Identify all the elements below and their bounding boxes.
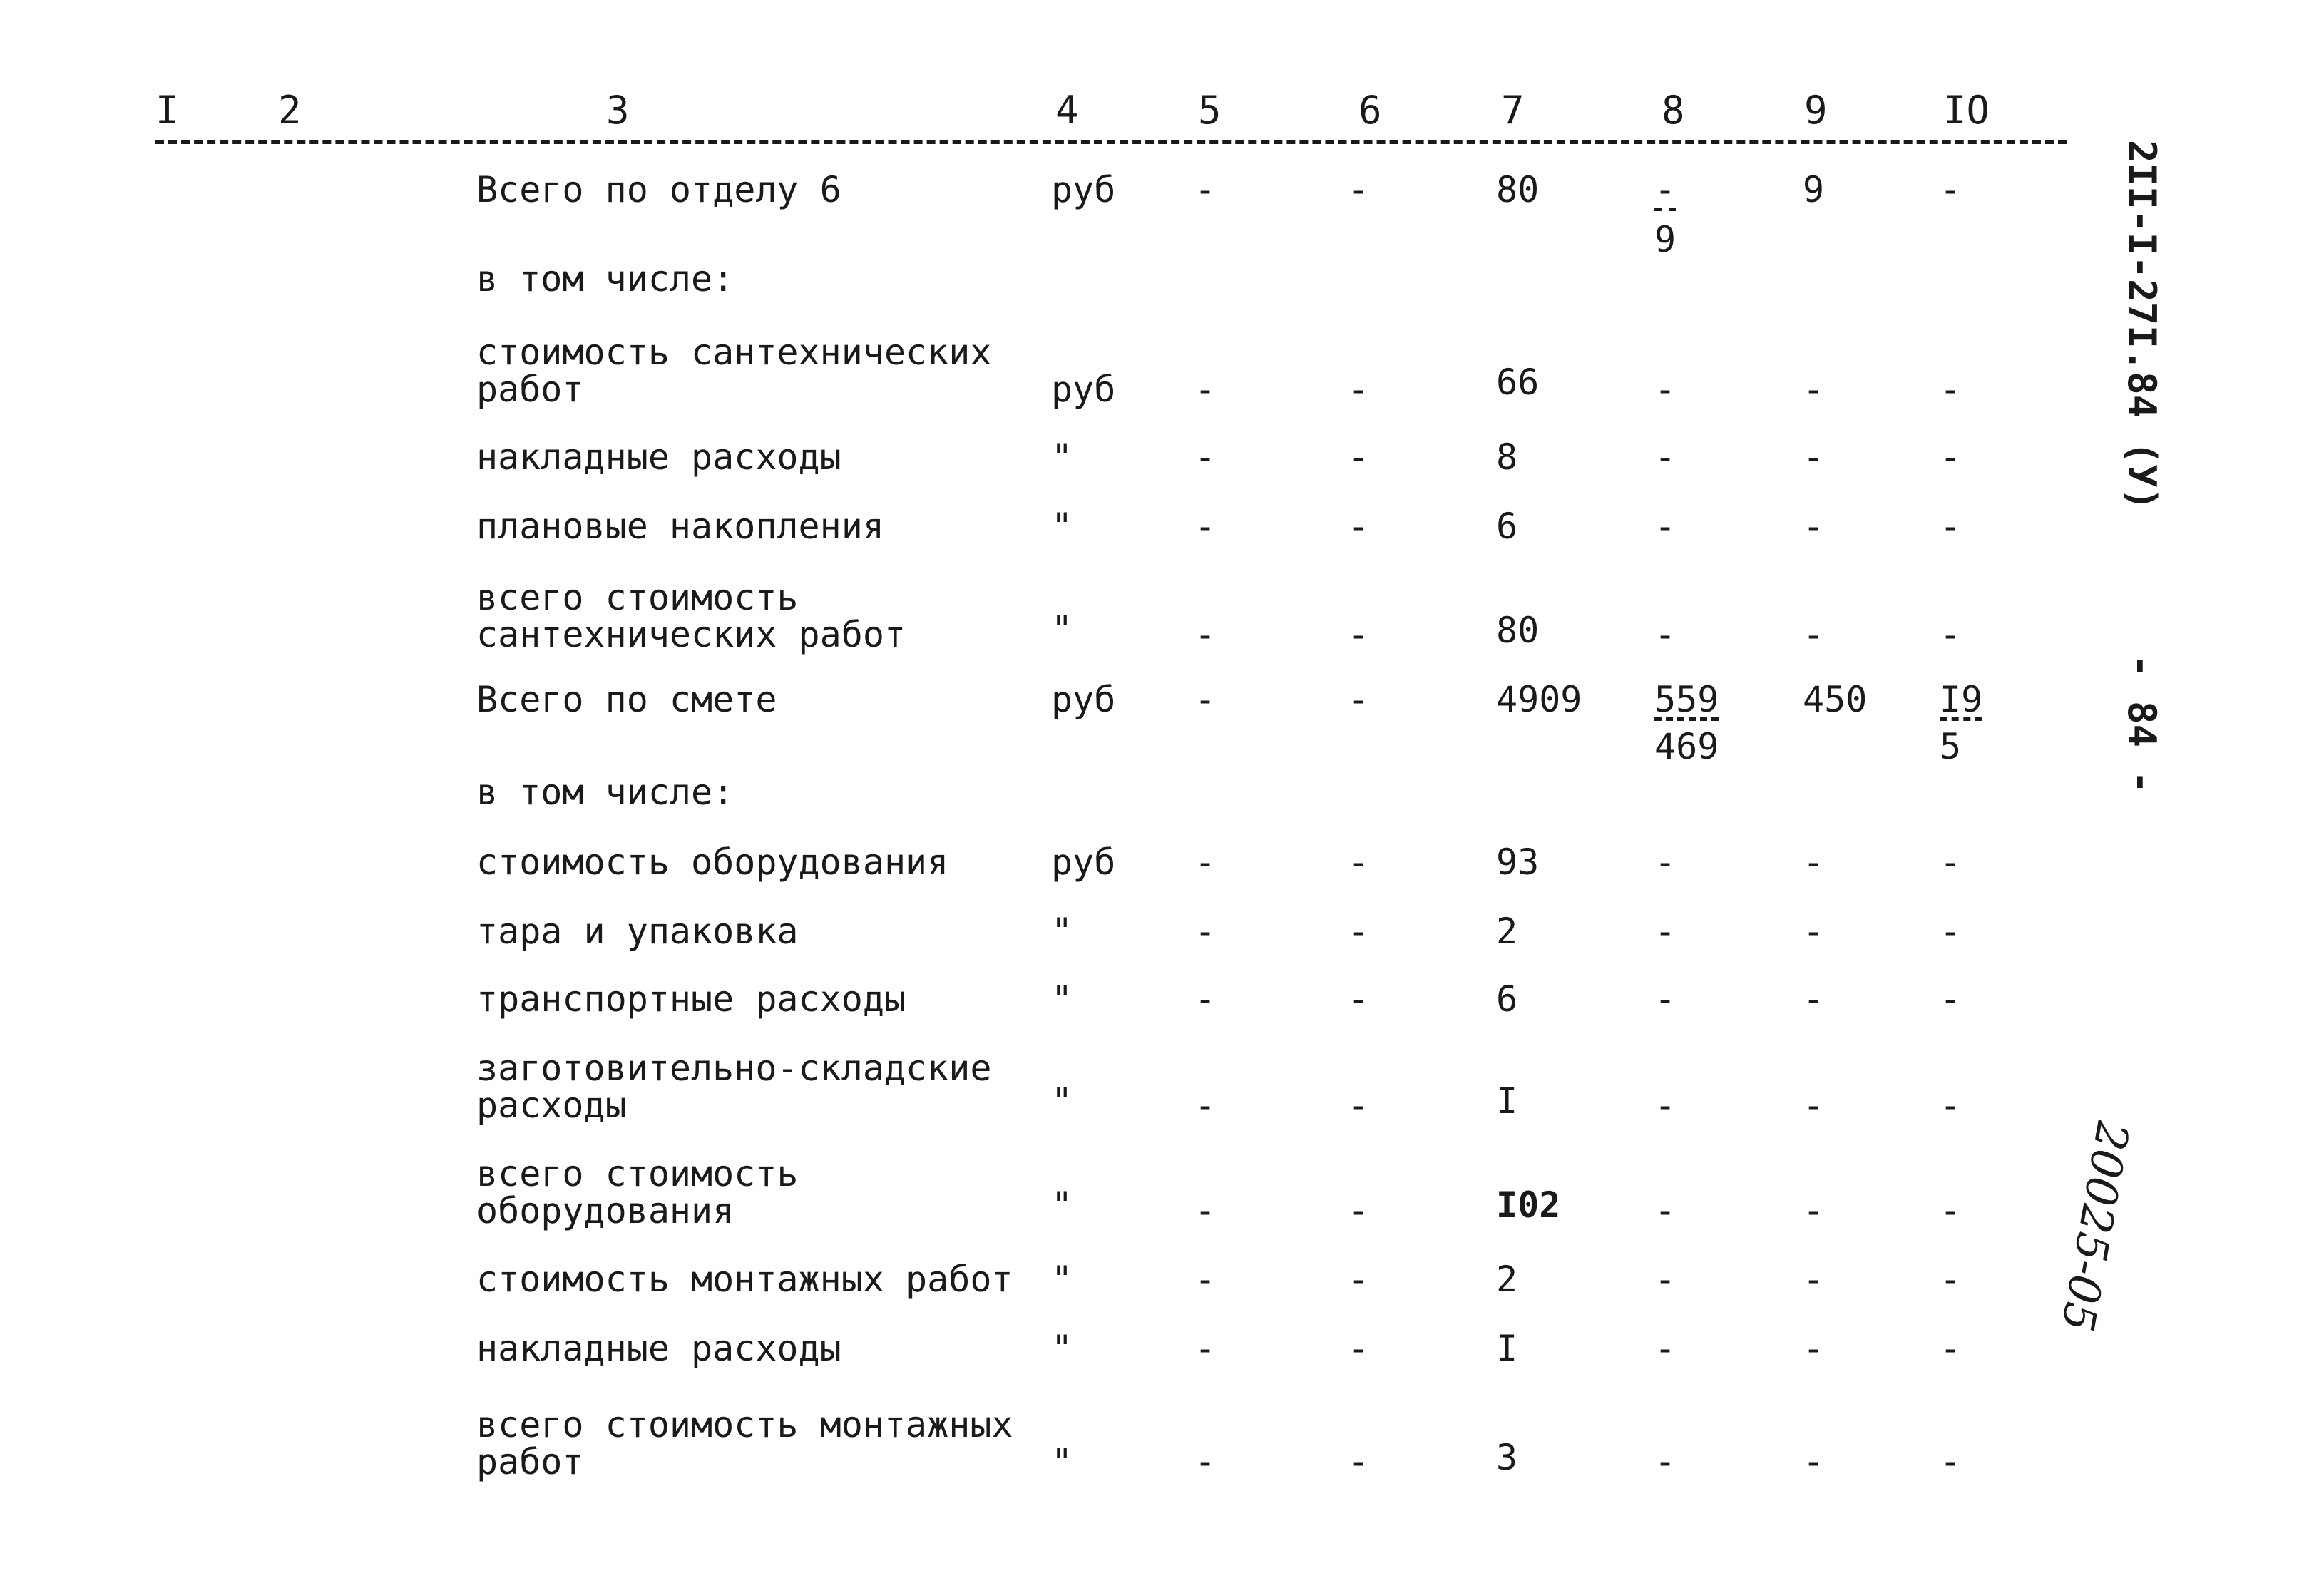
row-label: стоимость сантехнических работ (476, 332, 992, 410)
row-label: всего стоимость оборудования (476, 1153, 799, 1231)
col7-cell: 6 (1496, 978, 1518, 1020)
col10-cell: - (1940, 978, 1962, 1020)
col9-cell: - (1803, 1085, 1825, 1126)
col6-cell: - (1348, 1328, 1370, 1369)
unit-cell: руб (1051, 679, 1116, 720)
col6-cell: - (1348, 841, 1370, 883)
col7-cell: 6 (1496, 506, 1518, 547)
col9-cell: - (1803, 369, 1825, 410)
col10-cell: - (1940, 1190, 1962, 1231)
col6-cell: - (1348, 679, 1370, 720)
col5-cell: - (1194, 614, 1217, 655)
col10-cell: - (1940, 911, 1962, 952)
col6-cell: - (1348, 1259, 1370, 1300)
col8-cell: - (1654, 911, 1677, 952)
handwritten-stamp: 20025-05 (2051, 1117, 2139, 1336)
header-col-9: 9 (1804, 88, 1828, 133)
col6-cell: - (1348, 1441, 1370, 1482)
document-code: 2II-I-27I.84 (У) (2119, 140, 2164, 511)
row-label: в том числе: (476, 772, 734, 813)
col6-cell: - (1348, 1085, 1370, 1126)
col6-cell: - (1348, 1190, 1370, 1231)
col9-cell: - (1803, 1328, 1825, 1369)
col10-fraction (1940, 681, 1982, 765)
unit-cell: " (1051, 1328, 1073, 1369)
row-label: Всего по отделу 6 (476, 169, 841, 210)
unit-cell: руб (1051, 169, 1116, 210)
col8-cell: - (1654, 1441, 1677, 1482)
row-label: накладные расходы (476, 436, 841, 478)
col10-cell: - (1940, 1328, 1962, 1369)
unit-cell: руб (1051, 369, 1116, 410)
col7-cell: 80 (1496, 610, 1540, 651)
row-label: стоимость монтажных работ (476, 1259, 1013, 1300)
col10-cell: - (1940, 506, 1962, 547)
col8-cell: - (1654, 369, 1677, 410)
col5-cell: - (1194, 1190, 1217, 1231)
col7-cell: 4909 (1496, 679, 1582, 720)
row-label: накладные расходы (476, 1328, 841, 1369)
col10-cell: - (1940, 369, 1962, 410)
col7-cell: 8 (1496, 436, 1518, 478)
col5-cell: - (1194, 1259, 1217, 1300)
col9-cell: - (1803, 436, 1825, 478)
row-label: тара и упаковка (476, 911, 799, 952)
col7-cell: I (1496, 1080, 1518, 1122)
col9-cell: - (1803, 978, 1825, 1020)
col8-cell: - (1654, 436, 1677, 478)
col6-cell: - (1348, 614, 1370, 655)
col8-cell: - (1654, 1259, 1677, 1300)
header-col-5: 5 (1198, 88, 1222, 133)
row-label: стоимость оборудования (476, 841, 949, 883)
col7-cell: 80 (1496, 169, 1540, 210)
col6-cell: - (1348, 506, 1370, 547)
col5-cell: - (1194, 978, 1217, 1020)
col6-cell: - (1348, 978, 1370, 1020)
col9-cell: 9 (1803, 169, 1825, 210)
col8-fraction (1654, 171, 1676, 258)
col7-cell: 2 (1496, 1259, 1518, 1300)
col10-cell: - (1940, 1085, 1962, 1126)
header-rule (155, 140, 2067, 144)
col9-cell: - (1803, 911, 1825, 952)
col7-cell: 2 (1496, 911, 1518, 952)
col6-cell: - (1348, 369, 1370, 410)
col8-cell: - (1654, 841, 1677, 883)
col10-denominator: 5 (1940, 726, 1962, 767)
unit-cell: " (1051, 1441, 1073, 1482)
row-label: плановые накопления (476, 506, 884, 547)
row-label: всего стоимость монтажных работ (476, 1404, 1013, 1482)
col8-numerator: 559 (1654, 679, 1719, 720)
unit-cell: " (1051, 911, 1073, 952)
col10-cell: - (1940, 1441, 1962, 1482)
unit-cell: " (1051, 436, 1073, 478)
unit-cell: " (1051, 506, 1073, 547)
header-col-6: 6 (1358, 88, 1382, 133)
header-col-3: 3 (606, 88, 630, 133)
unit-cell: " (1051, 608, 1073, 650)
col8-cell: - (1654, 1190, 1677, 1231)
header-col-8: 8 (1662, 88, 1685, 133)
col7-cell: 93 (1496, 841, 1540, 883)
col8-cell: - (1654, 614, 1677, 655)
unit-cell: " (1051, 1184, 1073, 1226)
row-label: заготовительно-складские расходы (476, 1047, 992, 1126)
col9-cell: - (1803, 506, 1825, 547)
col5-cell: - (1194, 911, 1217, 952)
col5-cell: - (1194, 369, 1217, 410)
col9-cell: - (1803, 614, 1825, 655)
col10-numerator: I9 (1940, 679, 1983, 720)
unit-cell: " (1051, 1080, 1073, 1122)
unit-cell: " (1051, 1259, 1073, 1300)
col8-cell: - (1654, 978, 1677, 1020)
col5-cell: - (1194, 841, 1217, 883)
col9-cell: - (1803, 1259, 1825, 1300)
col5-cell: - (1194, 506, 1217, 547)
col8-cell: - (1654, 1085, 1677, 1126)
col9-cell: - (1803, 1190, 1825, 1231)
col5-cell: - (1194, 679, 1217, 720)
col10-cell: - (1940, 614, 1962, 655)
row-label: в том числе: (476, 258, 734, 299)
col6-cell: - (1348, 436, 1370, 478)
col8-cell: - (1654, 1328, 1677, 1369)
row-label: Всего по смете (476, 679, 777, 720)
col8-cell: - (1654, 506, 1677, 547)
header-col-1: I (155, 88, 179, 133)
col5-cell: - (1194, 1085, 1217, 1126)
col10-cell: - (1940, 1259, 1962, 1300)
col5-cell: - (1194, 436, 1217, 478)
col6-cell: - (1348, 911, 1370, 952)
col7-cell: 3 (1496, 1437, 1518, 1478)
row-label: всего стоимость сантехнических работ (476, 577, 906, 655)
row-label: транспортные расходы (476, 978, 906, 1020)
col5-cell: - (1194, 169, 1217, 210)
col9-cell: 450 (1803, 679, 1868, 720)
header-col-10: IO (1943, 88, 1990, 133)
col7-cell: I (1496, 1328, 1518, 1369)
col7-cell: 66 (1496, 362, 1540, 403)
unit-cell: " (1051, 978, 1073, 1020)
col6-cell: - (1348, 169, 1370, 210)
header-col-7: 7 (1501, 88, 1525, 133)
col8-denominator: 9 (1654, 219, 1677, 260)
col9-cell: - (1803, 841, 1825, 883)
col10-cell: - (1940, 841, 1962, 883)
col8-denominator: 469 (1654, 726, 1719, 767)
header-col-4: 4 (1055, 88, 1079, 133)
col9-cell: - (1803, 1441, 1825, 1482)
col5-cell: - (1194, 1328, 1217, 1369)
header-col-2: 2 (278, 88, 302, 133)
col5-cell: - (1194, 1441, 1217, 1482)
unit-cell: руб (1051, 841, 1116, 883)
col7-cell: I02 (1496, 1184, 1561, 1226)
col10-cell: - (1940, 436, 1962, 478)
col8-fraction (1654, 681, 1719, 765)
col8-numerator: - (1654, 169, 1677, 210)
page-number: - 84 - (2119, 655, 2164, 794)
col10-cell: - (1940, 169, 1962, 210)
